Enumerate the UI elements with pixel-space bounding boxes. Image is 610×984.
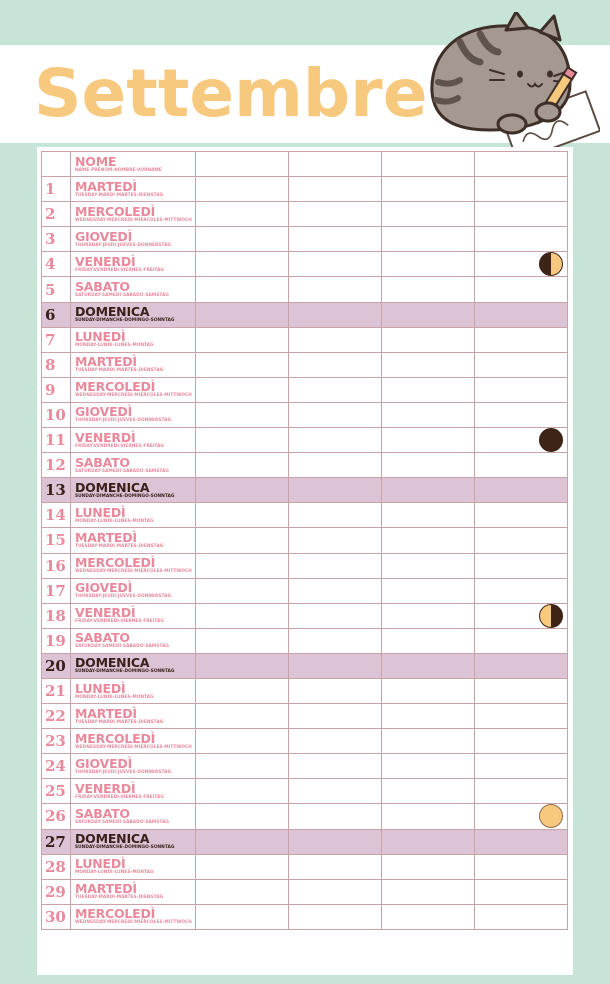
entry-cell[interactable] [289,628,382,653]
entry-cell[interactable] [289,754,382,779]
entry-cell[interactable] [289,553,382,578]
entry-cell[interactable] [196,252,289,277]
day-row [42,804,568,829]
day-name-translations: SUNDAY-DIMANCHE-DOMINGO-SONNTAG [75,669,175,675]
entry-cell[interactable] [475,553,568,578]
entry-cell[interactable] [196,402,289,427]
day-name-cell [71,653,196,678]
entry-cell[interactable] [382,829,475,854]
entry-cell[interactable] [475,704,568,729]
header-label-cell [71,152,196,177]
header-label: NOME [75,153,117,169]
day-name: MARTEDÌ [75,881,137,897]
entry-cell[interactable] [289,779,382,804]
day-row [42,252,568,277]
day-name-translations: SATURDAY-SAMEDI-SÁBADO-SAMSTAG [75,819,169,825]
day-name-translations: MONDAY-LUNDI-LUNES-MONTAG [75,694,154,700]
day-number: 30 [42,904,71,929]
name-column-header[interactable] [475,152,568,177]
day-name-cell [71,177,196,202]
day-name-cell [71,754,196,779]
day-name-cell [71,678,196,703]
day-name: DOMENICA [75,304,150,320]
day-name-translations: SUNDAY-DIMANCHE-DOMINGO-SONNTAG [75,318,175,324]
day-number: 9 [42,377,71,402]
day-number: 14 [42,503,71,528]
entry-cell[interactable] [382,578,475,603]
day-name-translations: THURSDAY-JEUDI-JUEVES-DONNERSTAG [75,769,172,775]
entry-cell[interactable] [289,252,382,277]
entry-cell[interactable] [475,453,568,478]
entry-cell[interactable] [475,879,568,904]
day-row [42,277,568,302]
day-row [42,704,568,729]
day-row [42,603,568,628]
day-number: 22 [42,704,71,729]
day-name: LUNEDÌ [75,329,126,345]
entry-cell[interactable] [289,428,382,453]
day-name: VENERDÌ [75,253,136,269]
entry-cell[interactable] [475,854,568,879]
entry-cell[interactable] [475,177,568,202]
entry-cell[interactable] [475,252,568,277]
entry-cell[interactable] [475,478,568,503]
entry-cell[interactable] [382,327,475,352]
entry-cell[interactable] [475,377,568,402]
day-name: MERCOLEDÌ [75,730,156,746]
day-number: 4 [42,252,71,277]
day-row [42,829,568,854]
day-name: MARTEDÌ [75,529,137,545]
day-row [42,628,568,653]
entry-cell[interactable] [289,478,382,503]
day-number: 23 [42,729,71,754]
entry-cell[interactable] [289,854,382,879]
day-name-translations: MONDAY-LUNDI-LUNES-MONTAG [75,343,154,349]
day-row [42,377,568,402]
name-column-header[interactable] [196,152,289,177]
day-name: GIOVEDÌ [75,404,133,420]
entry-cell[interactable] [289,729,382,754]
day-name-translations: MONDAY-LUNDI-LUNES-MONTAG [75,518,154,524]
day-name-cell [71,277,196,302]
day-name-cell [71,453,196,478]
entry-cell[interactable] [382,252,475,277]
day-number: 8 [42,352,71,377]
day-number: 15 [42,528,71,553]
day-number: 10 [42,402,71,427]
entry-cell[interactable] [196,578,289,603]
entry-cell[interactable] [289,653,382,678]
day-name: MARTEDÌ [75,354,137,370]
day-name-translations: FRIDAY-VENDREDI-VIERNES-FREITAG [75,443,164,449]
day-name-cell [71,829,196,854]
entry-cell[interactable] [289,503,382,528]
entry-cell[interactable] [196,628,289,653]
entry-cell[interactable] [382,202,475,227]
entry-cell[interactable] [289,879,382,904]
day-name-translations: SATURDAY-SAMEDI-SÁBADO-SAMSTAG [75,644,169,650]
entry-cell[interactable] [382,779,475,804]
entry-cell[interactable] [475,603,568,628]
day-number: 13 [42,478,71,503]
entry-cell[interactable] [382,553,475,578]
entry-cell[interactable] [382,352,475,377]
day-name: DOMENICA [75,655,150,671]
day-name-translations: FRIDAY-VENDREDI-VIERNES-FREITAG [75,267,164,273]
day-row [42,854,568,879]
day-name-translations: MONDAY-LUNDI-LUNES-MONTAG [75,870,154,876]
day-row [42,402,568,427]
entry-cell[interactable] [289,177,382,202]
entry-cell[interactable] [475,352,568,377]
day-name-cell [71,503,196,528]
day-name-cell [71,478,196,503]
day-name-translations: TUESDAY-MARDI-MARTES-DIENSTAG [75,368,164,374]
day-number: 27 [42,829,71,854]
entry-cell[interactable] [475,503,568,528]
entry-cell[interactable] [289,202,382,227]
entry-cell[interactable] [382,603,475,628]
entry-cell[interactable] [475,277,568,302]
entry-cell[interactable] [196,277,289,302]
entry-cell[interactable] [382,402,475,427]
entry-cell[interactable] [196,553,289,578]
day-name-cell [71,904,196,929]
day-name-translations: THURSDAY-JEUDI-JUEVES-DONNERSTAG [75,418,172,424]
header-sublabel: NAME-PRÉNOM-NOMBRE-VORNAME [75,167,162,173]
entry-cell[interactable] [196,503,289,528]
day-name-translations: TUESDAY-MARDI-MARTES-DIENSTAG [75,719,164,725]
entry-cell[interactable] [382,804,475,829]
day-number: 7 [42,327,71,352]
entry-cell[interactable] [382,453,475,478]
day-number: 6 [42,302,71,327]
entry-cell[interactable] [382,653,475,678]
day-row [42,653,568,678]
day-name: LUNEDÌ [75,680,126,696]
day-name: SABATO [75,279,130,295]
entry-cell[interactable] [196,829,289,854]
day-number: 19 [42,628,71,653]
header-corner [42,152,71,177]
day-name-translations: WEDNESDAY-MERCREDI-MIÉRCOLES-MITTWOCH [75,920,192,926]
entry-cell[interactable] [289,904,382,929]
name-column-header[interactable] [289,152,382,177]
day-number: 21 [42,678,71,703]
day-row [42,729,568,754]
entry-cell[interactable] [382,478,475,503]
day-name: SABATO [75,454,130,470]
day-name-translations: TUESDAY-MARDI-MARTES-DIENSTAG [75,192,164,198]
entry-cell[interactable] [382,428,475,453]
day-row [42,202,568,227]
day-name: GIOVEDÌ [75,755,133,771]
entry-cell[interactable] [382,528,475,553]
day-row [42,779,568,804]
entry-cell[interactable] [289,528,382,553]
day-name: LUNEDÌ [75,856,126,872]
day-name: MERCOLEDÌ [75,906,156,922]
day-name: DOMENICA [75,479,150,495]
day-name-cell [71,578,196,603]
day-number: 12 [42,453,71,478]
entry-cell[interactable] [475,729,568,754]
entry-cell[interactable] [196,603,289,628]
day-name-cell [71,603,196,628]
day-name-translations: SUNDAY-DIMANCHE-DOMINGO-SONNTAG [75,493,175,499]
entry-cell[interactable] [196,904,289,929]
day-number: 11 [42,428,71,453]
entry-cell[interactable] [196,653,289,678]
entry-cell[interactable] [382,302,475,327]
entry-cell[interactable] [382,729,475,754]
entry-cell[interactable] [196,302,289,327]
day-number: 25 [42,779,71,804]
entry-cell[interactable] [382,503,475,528]
entry-cell[interactable] [196,678,289,703]
entry-cell[interactable] [196,754,289,779]
day-name-cell [71,327,196,352]
entry-cell[interactable] [196,428,289,453]
day-number: 3 [42,227,71,252]
entry-cell[interactable] [382,704,475,729]
day-row [42,478,568,503]
entry-cell[interactable] [475,578,568,603]
day-name-translations: TUESDAY-MARDI-MARTES-DIENSTAG [75,543,164,549]
entry-cell[interactable] [289,302,382,327]
day-name-cell [71,729,196,754]
day-name-translations: WEDNESDAY-MERCREDI-MIÉRCOLES-MITTWOCH [75,217,192,223]
entry-cell[interactable] [289,352,382,377]
day-name-translations: FRIDAY-VENDREDI-VIERNES-FREITAG [75,794,164,800]
day-row [42,754,568,779]
entry-cell[interactable] [289,829,382,854]
day-number: 29 [42,879,71,904]
day-name-translations: THURSDAY-JEUDI-JUEVES-DONNERSTAG [75,242,172,248]
day-name-cell [71,528,196,553]
entry-cell[interactable] [196,854,289,879]
day-name-cell [71,854,196,879]
day-name: VENERDÌ [75,780,136,796]
moon-phase-full-icon [539,804,563,828]
calendar-sheet [37,147,573,975]
entry-cell[interactable] [289,704,382,729]
day-name-translations: SATURDAY-SAMEDI-SÁBADO-SAMSTAG [75,293,169,299]
entry-cell[interactable] [196,704,289,729]
day-row [42,302,568,327]
day-row [42,553,568,578]
day-name-cell [71,779,196,804]
day-row [42,227,568,252]
entry-cell[interactable] [289,578,382,603]
day-row [42,327,568,352]
entry-cell[interactable] [289,678,382,703]
moon-phase-first-quarter-icon [539,604,563,628]
pusheen-cat-writing-icon [420,12,600,162]
day-name-cell [71,704,196,729]
entry-cell[interactable] [475,678,568,703]
day-row [42,528,568,553]
day-name-cell [71,553,196,578]
name-column-header[interactable] [382,152,475,177]
entry-cell[interactable] [382,879,475,904]
entry-cell[interactable] [196,478,289,503]
entry-cell[interactable] [475,402,568,427]
day-name: MARTEDÌ [75,705,137,721]
entry-cell[interactable] [382,754,475,779]
entry-cell[interactable] [475,428,568,453]
entry-cell[interactable] [289,402,382,427]
entry-cell[interactable] [475,653,568,678]
day-name-translations: TUESDAY-MARDI-MARTES-DIENSTAG [75,895,164,901]
day-name-cell [71,804,196,829]
entry-cell[interactable] [289,327,382,352]
entry-cell[interactable] [196,779,289,804]
day-row [42,453,568,478]
entry-cell[interactable] [382,854,475,879]
entry-cell[interactable] [289,377,382,402]
day-name: LUNEDÌ [75,504,126,520]
day-number: 5 [42,277,71,302]
entry-cell[interactable] [196,377,289,402]
day-name-translations: SUNDAY-DIMANCHE-DOMINGO-SONNTAG [75,845,175,851]
entry-cell[interactable] [475,528,568,553]
day-row [42,678,568,703]
day-name: MARTEDÌ [75,178,137,194]
entry-cell[interactable] [475,628,568,653]
entry-cell[interactable] [289,804,382,829]
day-number: 26 [42,804,71,829]
day-name-cell [71,302,196,327]
day-name: MERCOLEDÌ [75,379,156,395]
day-row [42,428,568,453]
day-name: VENERDÌ [75,429,136,445]
day-name: VENERDÌ [75,605,136,621]
entry-cell[interactable] [382,678,475,703]
entry-cell[interactable] [382,904,475,929]
day-number: 1 [42,177,71,202]
entry-cell[interactable] [475,227,568,252]
entry-cell[interactable] [475,327,568,352]
day-name-cell [71,227,196,252]
entry-cell[interactable] [289,603,382,628]
entry-cell[interactable] [382,227,475,252]
day-number: 24 [42,754,71,779]
day-name: DOMENICA [75,831,150,847]
day-name-translations: FRIDAY-VENDREDI-VIERNES-FREITAG [75,619,164,625]
entry-cell[interactable] [382,377,475,402]
entry-cell[interactable] [475,754,568,779]
day-name: MERCOLEDÌ [75,555,156,571]
day-name-cell [71,377,196,402]
entry-cell[interactable] [475,904,568,929]
entry-cell[interactable] [475,829,568,854]
day-name-translations: WEDNESDAY-MERCREDI-MIÉRCOLES-MITTWOCH [75,393,192,399]
entry-cell[interactable] [382,177,475,202]
day-name-translations: SATURDAY-SAMEDI-SÁBADO-SAMSTAG [75,468,169,474]
day-row [42,503,568,528]
day-name-cell [71,428,196,453]
day-name-cell [71,628,196,653]
day-name-cell [71,352,196,377]
month-title: Settembre [34,55,428,132]
entry-cell[interactable] [196,804,289,829]
day-name-cell [71,252,196,277]
day-number: 17 [42,578,71,603]
day-number: 20 [42,653,71,678]
day-number: 2 [42,202,71,227]
entry-cell[interactable] [196,453,289,478]
entry-cell[interactable] [196,227,289,252]
day-name-translations: WEDNESDAY-MERCREDI-MIÉRCOLES-MITTWOCH [75,744,192,750]
entry-cell[interactable] [475,779,568,804]
header-row [42,152,568,177]
day-name-translations: WEDNESDAY-MERCREDI-MIÉRCOLES-MITTWOCH [75,569,192,575]
entry-cell[interactable] [475,302,568,327]
entry-cell[interactable] [289,277,382,302]
entry-cell[interactable] [382,277,475,302]
day-row [42,879,568,904]
moon-phase-last-quarter-icon [539,252,563,276]
day-name: GIOVEDÌ [75,228,133,244]
entry-cell[interactable] [289,227,382,252]
day-number: 28 [42,854,71,879]
day-row [42,177,568,202]
day-name-cell [71,402,196,427]
entry-cell[interactable] [475,804,568,829]
day-name-cell [71,202,196,227]
day-row [42,352,568,377]
entry-cell[interactable] [382,628,475,653]
day-number: 16 [42,553,71,578]
day-number: 18 [42,603,71,628]
day-name-translations: THURSDAY-JEUDI-JUEVES-DONNERSTAG [75,594,172,600]
day-row [42,578,568,603]
day-name: SABATO [75,630,130,646]
entry-cell[interactable] [196,177,289,202]
entry-cell[interactable] [475,202,568,227]
entry-cell[interactable] [196,528,289,553]
entry-cell[interactable] [196,352,289,377]
day-row [42,904,568,929]
day-name: MERCOLEDÌ [75,203,156,219]
day-name: SABATO [75,805,130,821]
entry-cell[interactable] [196,879,289,904]
calendar-table [41,151,568,930]
entry-cell[interactable] [196,729,289,754]
entry-cell[interactable] [289,453,382,478]
entry-cell[interactable] [196,327,289,352]
moon-phase-new-icon [539,428,563,452]
day-name-cell [71,879,196,904]
entry-cell[interactable] [196,202,289,227]
day-name: GIOVEDÌ [75,580,133,596]
